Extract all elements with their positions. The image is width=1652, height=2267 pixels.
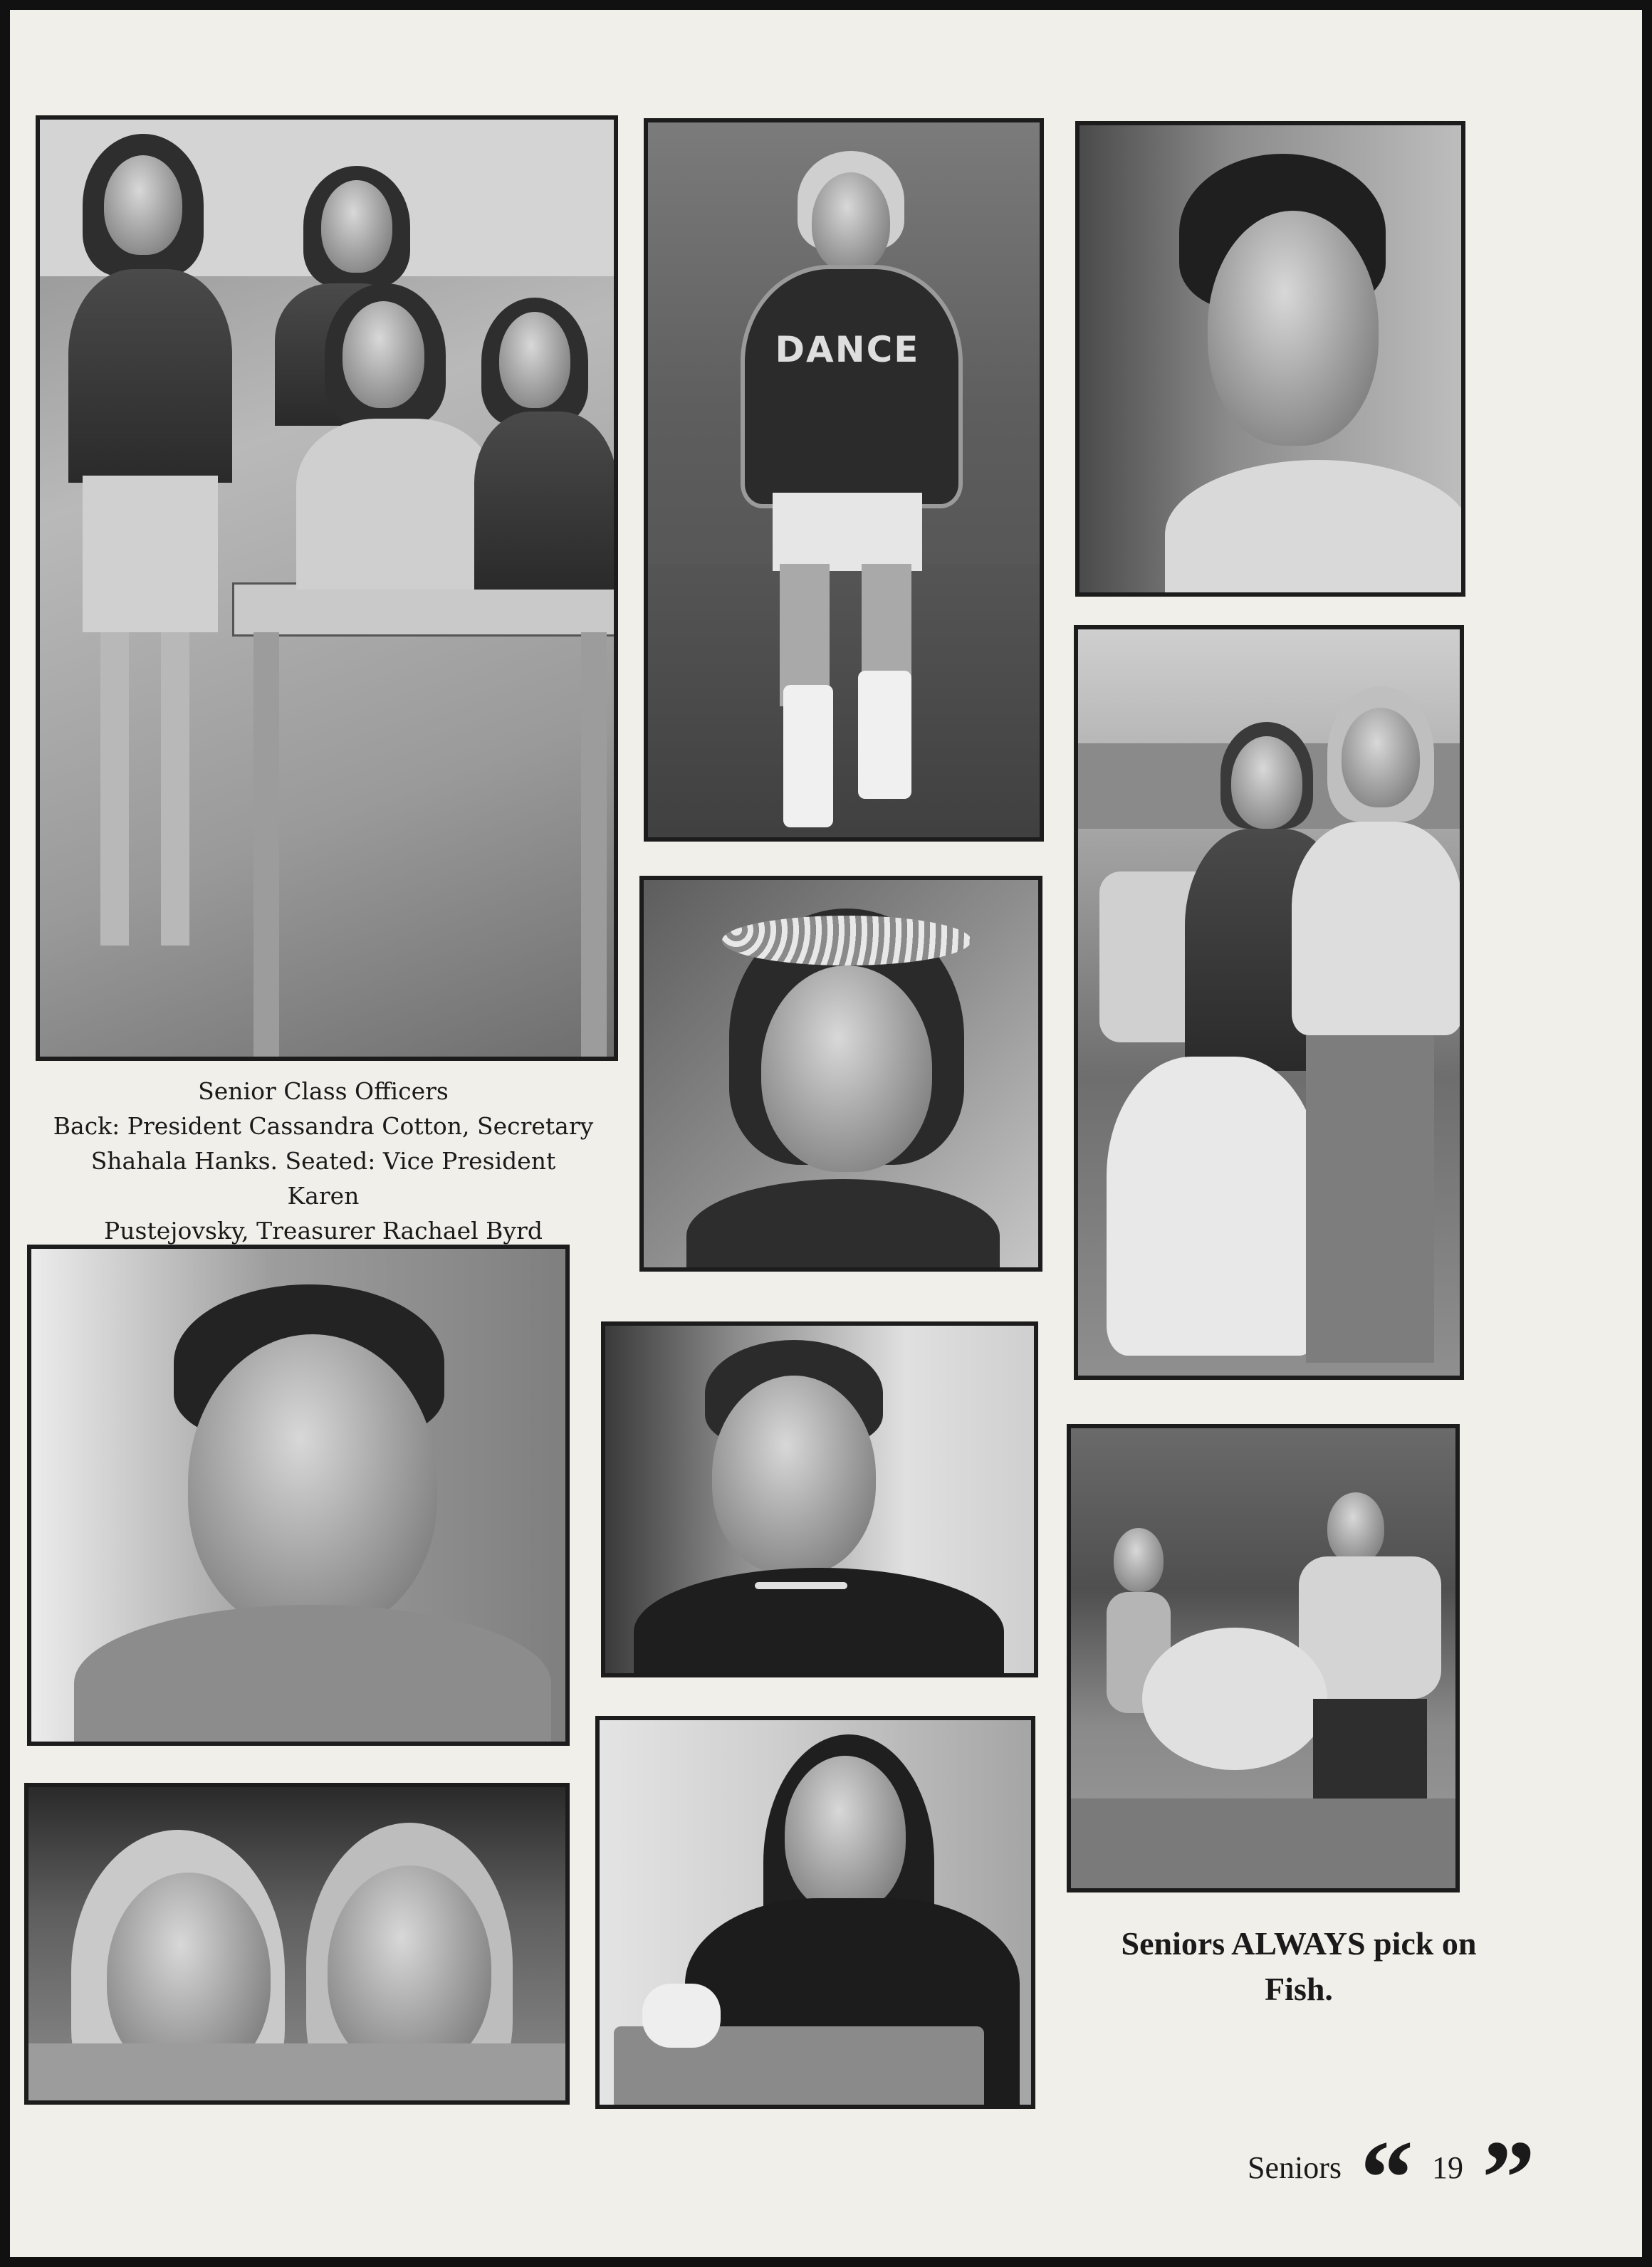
photo-boy-portrait-left — [27, 1245, 570, 1746]
fish-caption-line2: Fish. — [1265, 1971, 1333, 2007]
officers-caption — [53, 1074, 594, 1248]
flower-crown-scene — [644, 880, 1038, 1267]
page-number: 19 — [1432, 2150, 1463, 2185]
boy-necklace-scene — [605, 1326, 1034, 1673]
boy-portrait-scene — [31, 1249, 565, 1742]
yearbook-page — [10, 10, 1642, 2257]
close-quote-mark: ” — [1482, 2119, 1535, 2237]
page-footer — [1248, 2119, 1535, 2237]
open-quote-mark: “ — [1360, 2119, 1413, 2237]
fish-caption — [1057, 1921, 1541, 2012]
officers-caption-line3: Pustejovsky, Treasurer Rachael Byrd — [104, 1217, 543, 1245]
photo-mud-fight — [1067, 1424, 1460, 1892]
footer-section-name: Seniors — [1248, 2150, 1342, 2185]
photo-girl-flower-crown — [639, 876, 1042, 1272]
smiling-girls-scene — [28, 1787, 565, 2100]
photo-two-girls-smiling — [24, 1783, 570, 2105]
officers-caption-line1: Back: President Cassandra Cotton, Secretary — [53, 1112, 594, 1140]
mud-fight-scene — [1071, 1428, 1455, 1888]
boy-profile-scene — [1079, 125, 1461, 592]
officers-scene — [40, 120, 614, 1057]
photo-dance-girl — [644, 118, 1044, 842]
dance-scene — [648, 122, 1040, 837]
hugging-scene — [1078, 629, 1460, 1376]
photo-boy-profile — [1075, 121, 1465, 597]
officers-caption-title: Senior Class Officers — [198, 1077, 449, 1105]
photo-senior-class-officers — [36, 115, 618, 1061]
birthday-cake-scene — [600, 1720, 1031, 2105]
officers-caption-line2: Shahala Hanks. Seated: Vice President Karen — [90, 1147, 556, 1210]
photo-two-girls-hugging — [1074, 625, 1464, 1380]
fish-caption-line1: Seniors ALWAYS pick on — [1121, 1925, 1477, 1962]
dance-sweater-text: DANCE — [775, 329, 920, 370]
photo-girl-birthday-cake — [595, 1716, 1035, 2109]
photo-boy-necklace — [601, 1321, 1038, 1677]
